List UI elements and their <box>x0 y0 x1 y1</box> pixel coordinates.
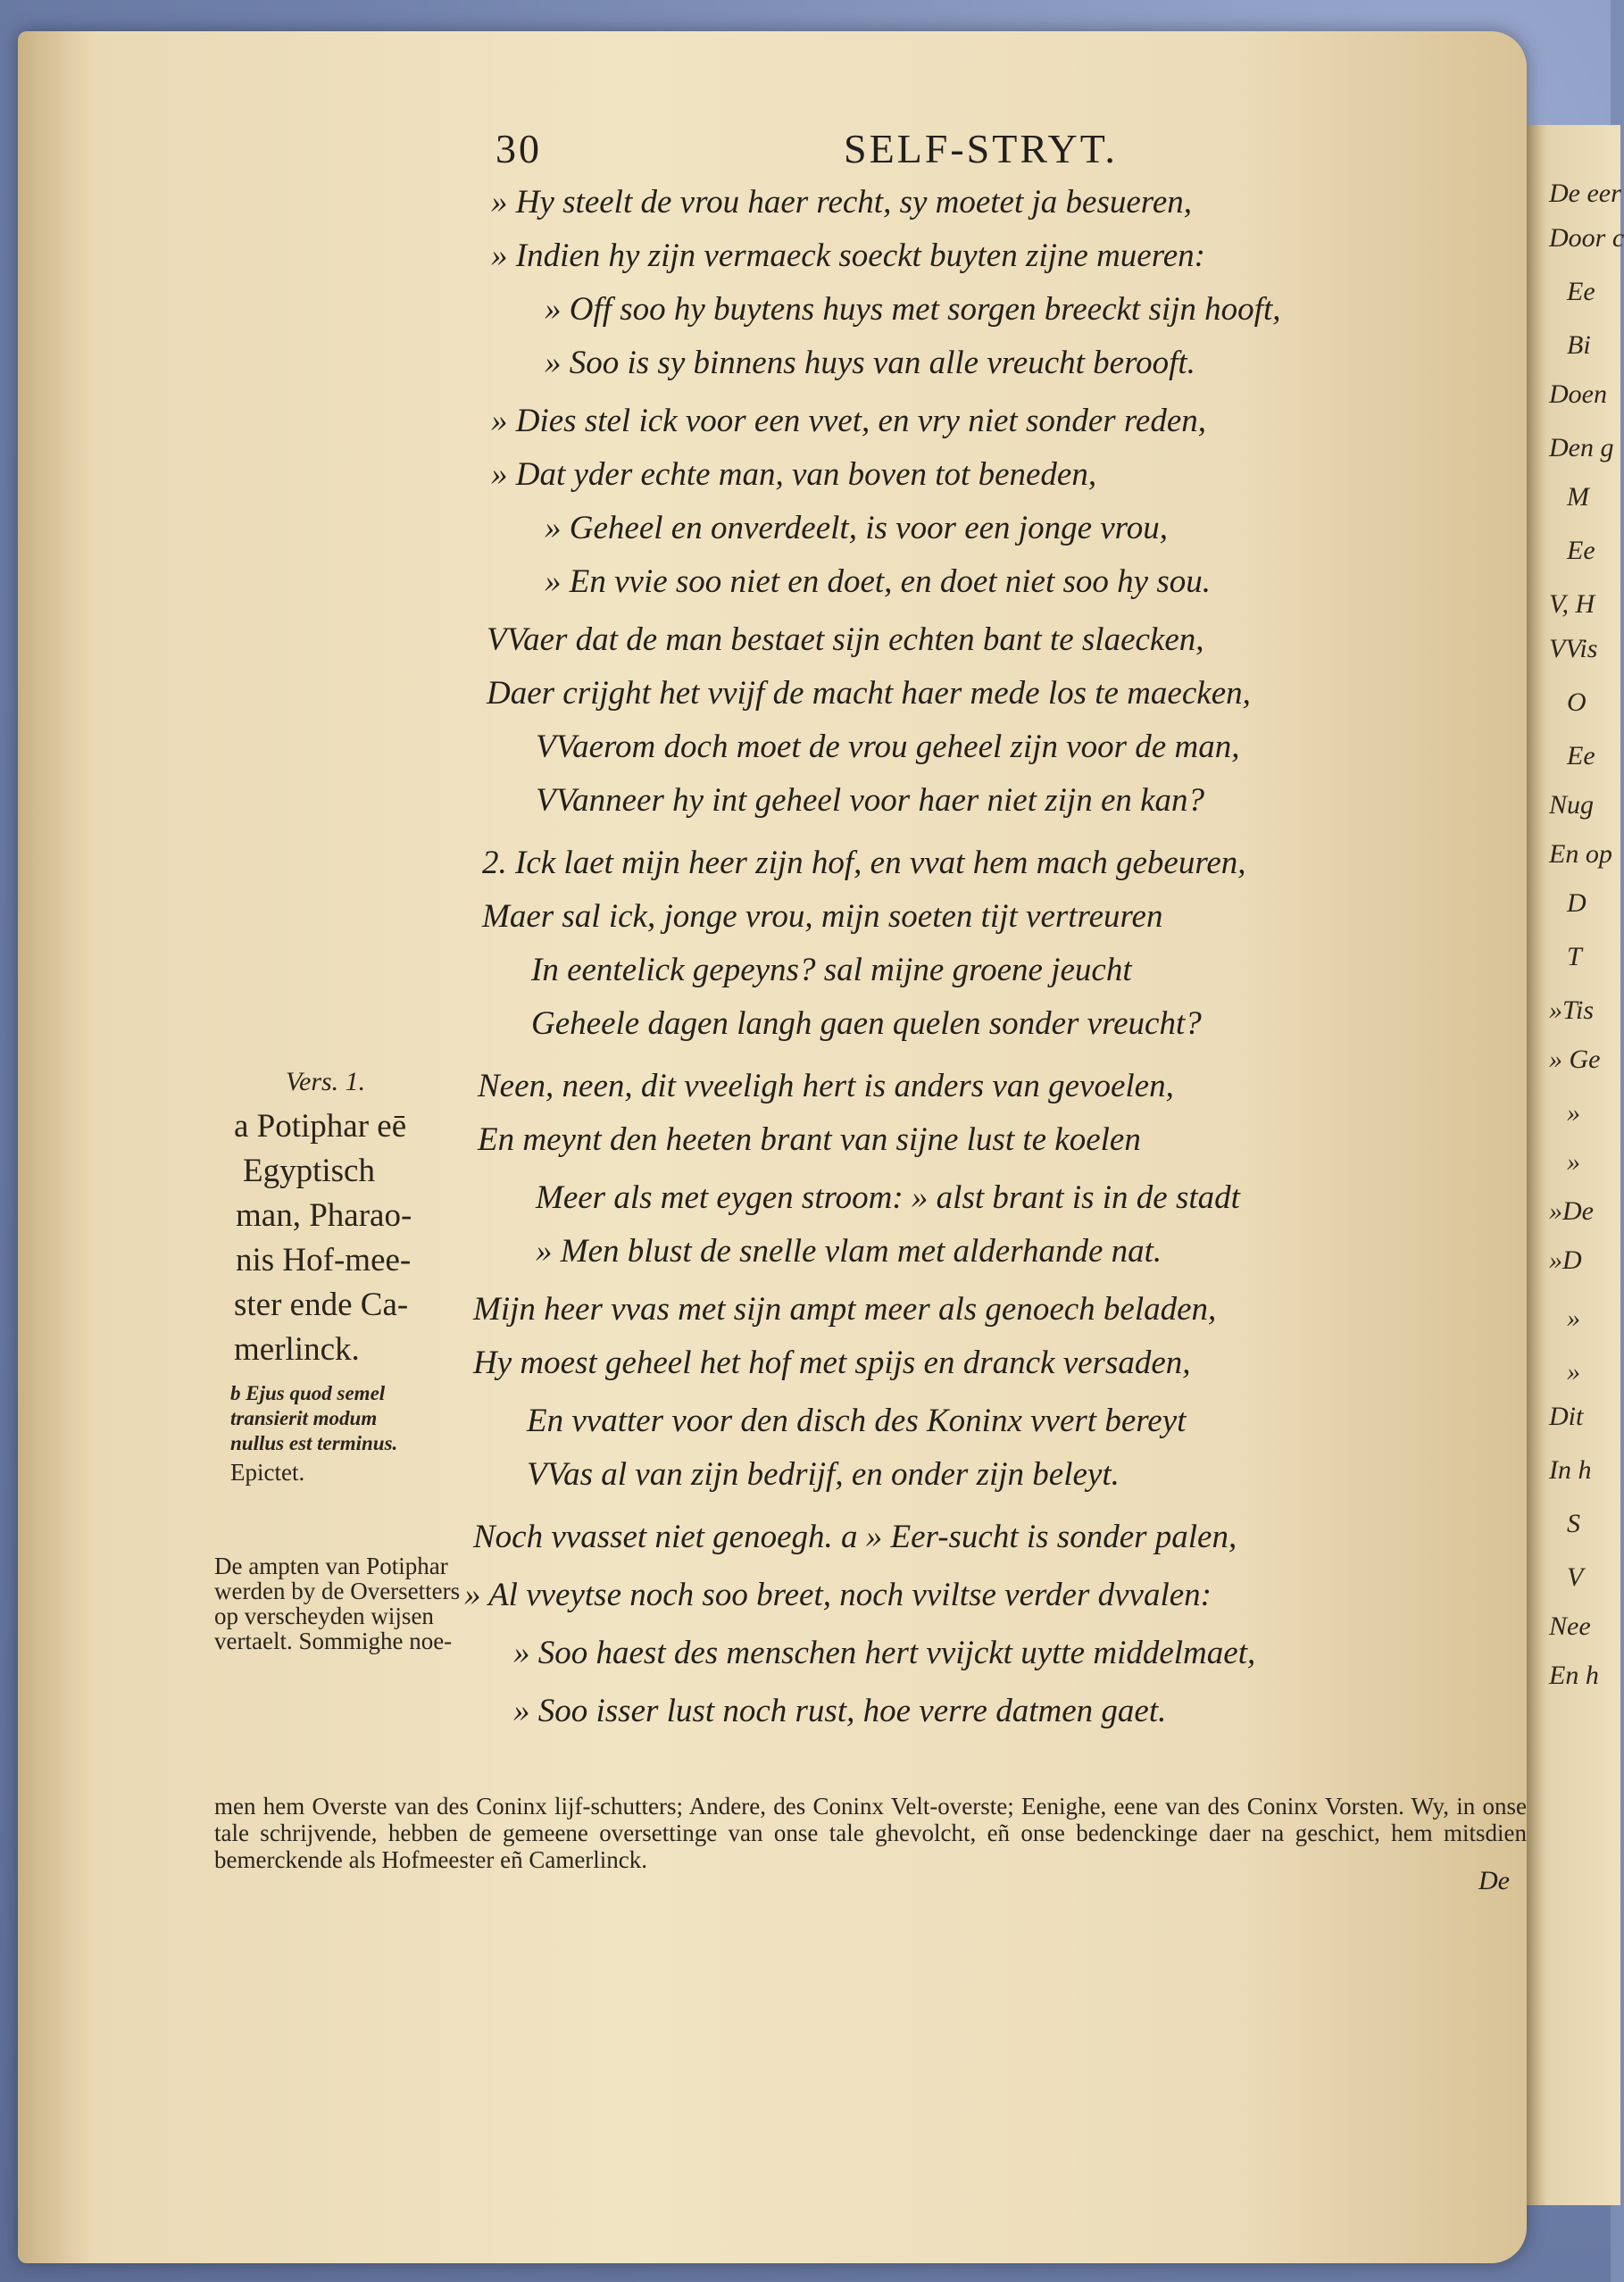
verse-line: Hy moest geheel het hof met spijs en dranck versaden, <box>473 1345 1191 1381</box>
facing-line: T <box>1567 942 1582 971</box>
facing-line: Ee <box>1567 277 1595 306</box>
facing-page-edge <box>1522 125 1624 2205</box>
margin-note-b: Epictet. <box>230 1459 305 1486</box>
verse-line: Geheele dagen langh gaen quelen sonder vreucht? <box>531 1005 1202 1042</box>
margin-note-a: Egyptisch <box>243 1153 375 1189</box>
verse-line: » Dat yder echte man, van boven tot beneden, <box>491 456 1097 493</box>
facing-line: » <box>1567 1303 1580 1333</box>
verse-line: » Soo is sy binnens huys van alle vreucht berooft. <box>545 345 1195 381</box>
verse-line: In eentelick gepeyns? sal mijne groene jeucht <box>531 952 1132 988</box>
facing-line: » Ge <box>1549 1045 1601 1074</box>
margin-note-b: b Ejus quod semel <box>230 1382 386 1404</box>
facing-line: S <box>1567 1509 1580 1538</box>
verse-line: Neen, neen, dit vveeligh hert is anders van gevoelen, <box>478 1068 1174 1104</box>
facing-line: »De <box>1549 1196 1594 1226</box>
facing-line: Nug <box>1549 790 1595 820</box>
catchword: De <box>1478 1866 1510 1895</box>
facing-line: D <box>1567 888 1587 918</box>
verse-line: » Soo isser lust noch rust, hoe verre datmen gaet. <box>513 1693 1167 1729</box>
verse-line: Maer sal ick, jonge vrou, mijn soeten tijt vertreuren <box>482 898 1163 935</box>
margin-note-b: transierit modum <box>230 1407 378 1429</box>
facing-line: De eer <box>1549 179 1621 208</box>
margin-note-b: nullus est terminus. <box>230 1432 398 1454</box>
verse-line: » Dies stel ick voor een vvet, en vry niet sonder reden, <box>491 403 1207 439</box>
margin-note-c: De ampten van Potiphar werden by de Oversetters op verscheyden wijsen vertaelt. Sommighe noe- <box>214 1553 461 1654</box>
facing-line: »D <box>1549 1245 1582 1275</box>
verse-line: En vvatter voor den disch des Koninx vvert bereyt <box>527 1403 1187 1439</box>
footnote: men hem Overste van des Coninx lijf-schutters; Andere, des Coninx Velt-overste; Eenighe, eene van des Coninx Vorsten. Wy, in onse tale schrijvende, hebben de gemeene oversettinge van onse tale ghevolcht, eñ onse bedenckinge daer na geschict, hem mitsdien bemerckende als Hofmeester eñ Camerlinck. <box>214 1793 1527 1873</box>
verse-line: » Indien hy zijn vermaeck soeckt buyten zijne mueren: <box>491 237 1205 274</box>
facing-line: Doen <box>1549 379 1607 409</box>
facing-line: In h <box>1549 1455 1592 1485</box>
verse-line: » Geheel en onverdeelt, is voor een jonge vrou, <box>545 510 1168 546</box>
facing-line: Ee <box>1567 741 1595 770</box>
facing-line: O <box>1567 687 1587 717</box>
verse-line: Noch vvasset niet genoegh. a » Eer-sucht is sonder palen, <box>473 1519 1237 1555</box>
facing-line: Ee <box>1567 536 1595 565</box>
verse-line: VVas al van zijn bedrijf, en onder zijn beleyt. <box>527 1456 1120 1493</box>
margin-note-a: merlinck. <box>234 1331 360 1368</box>
margin-note-a: a Potiphar eē <box>234 1108 407 1145</box>
facing-line: » <box>1567 1147 1580 1177</box>
verse-line: » Soo haest des menschen hert vvijckt uytte middelmaet, <box>513 1635 1256 1671</box>
facing-line: Den g <box>1549 433 1614 462</box>
verse-line: En meynt den heeten brant van sijne lust te koelen <box>478 1121 1141 1158</box>
margin-vers: Vers. 1. <box>286 1067 366 1096</box>
facing-line: V, H <box>1549 589 1595 619</box>
facing-line: » <box>1567 1357 1580 1387</box>
verse-line: 2. Ick laet mijn heer zijn hof, en vvat hem mach gebeuren, <box>482 845 1246 881</box>
verse-line: VVaer dat de man bestaet sijn echten bant te slaecken, <box>487 621 1204 658</box>
verse-line: » Al vveytse noch soo breet, noch vviltse verder dvvalen: <box>464 1577 1212 1613</box>
verse-line: » Off soo hy buytens huys met sorgen breeckt sijn hooft, <box>545 291 1281 328</box>
verse-line: » Men blust de snelle vlam met alderhande nat. <box>536 1233 1162 1270</box>
verse-line: Mijn heer vvas met sijn ampt meer als genoech beladen, <box>473 1291 1217 1328</box>
facing-line: V <box>1567 1562 1584 1592</box>
margin-note-a: man, Pharao- <box>236 1197 412 1234</box>
facing-line: Bi <box>1567 330 1591 360</box>
facing-line: Dit <box>1549 1402 1584 1431</box>
margin-note-a: ster ende Ca- <box>234 1287 409 1323</box>
verse-line: Meer als met eygen stroom: » alst brant is in de stadt <box>536 1179 1240 1216</box>
facing-line: VVis <box>1549 634 1598 663</box>
verse-line: » Hy steelt de vrou haer recht, sy moetet ja besueren, <box>491 184 1192 221</box>
facing-line: En op <box>1549 839 1612 869</box>
facing-line: » <box>1567 1098 1580 1128</box>
facing-line: En h <box>1549 1661 1599 1690</box>
page-number: 30 <box>496 126 542 171</box>
facing-line: Nee <box>1549 1612 1591 1641</box>
verse-line: VVanneer hy int geheel voor haer niet zijn en kan? <box>536 782 1205 819</box>
verse-line: » En vvie soo niet en doet, en doet niet soo hy sou. <box>545 563 1211 600</box>
facing-line: M <box>1567 482 1589 512</box>
facing-line: »Tis <box>1549 995 1595 1025</box>
verse-line: Daer crijght het vvijf de macht haer mede los te maecken, <box>487 675 1251 712</box>
running-head: SELF-STRYT. <box>844 126 1118 171</box>
verse-line: VVaerom doch moet de vrou geheel zijn voor de man, <box>536 729 1240 765</box>
margin-note-a: nis Hof-mee- <box>236 1242 412 1278</box>
facing-line: Door c <box>1549 223 1624 253</box>
